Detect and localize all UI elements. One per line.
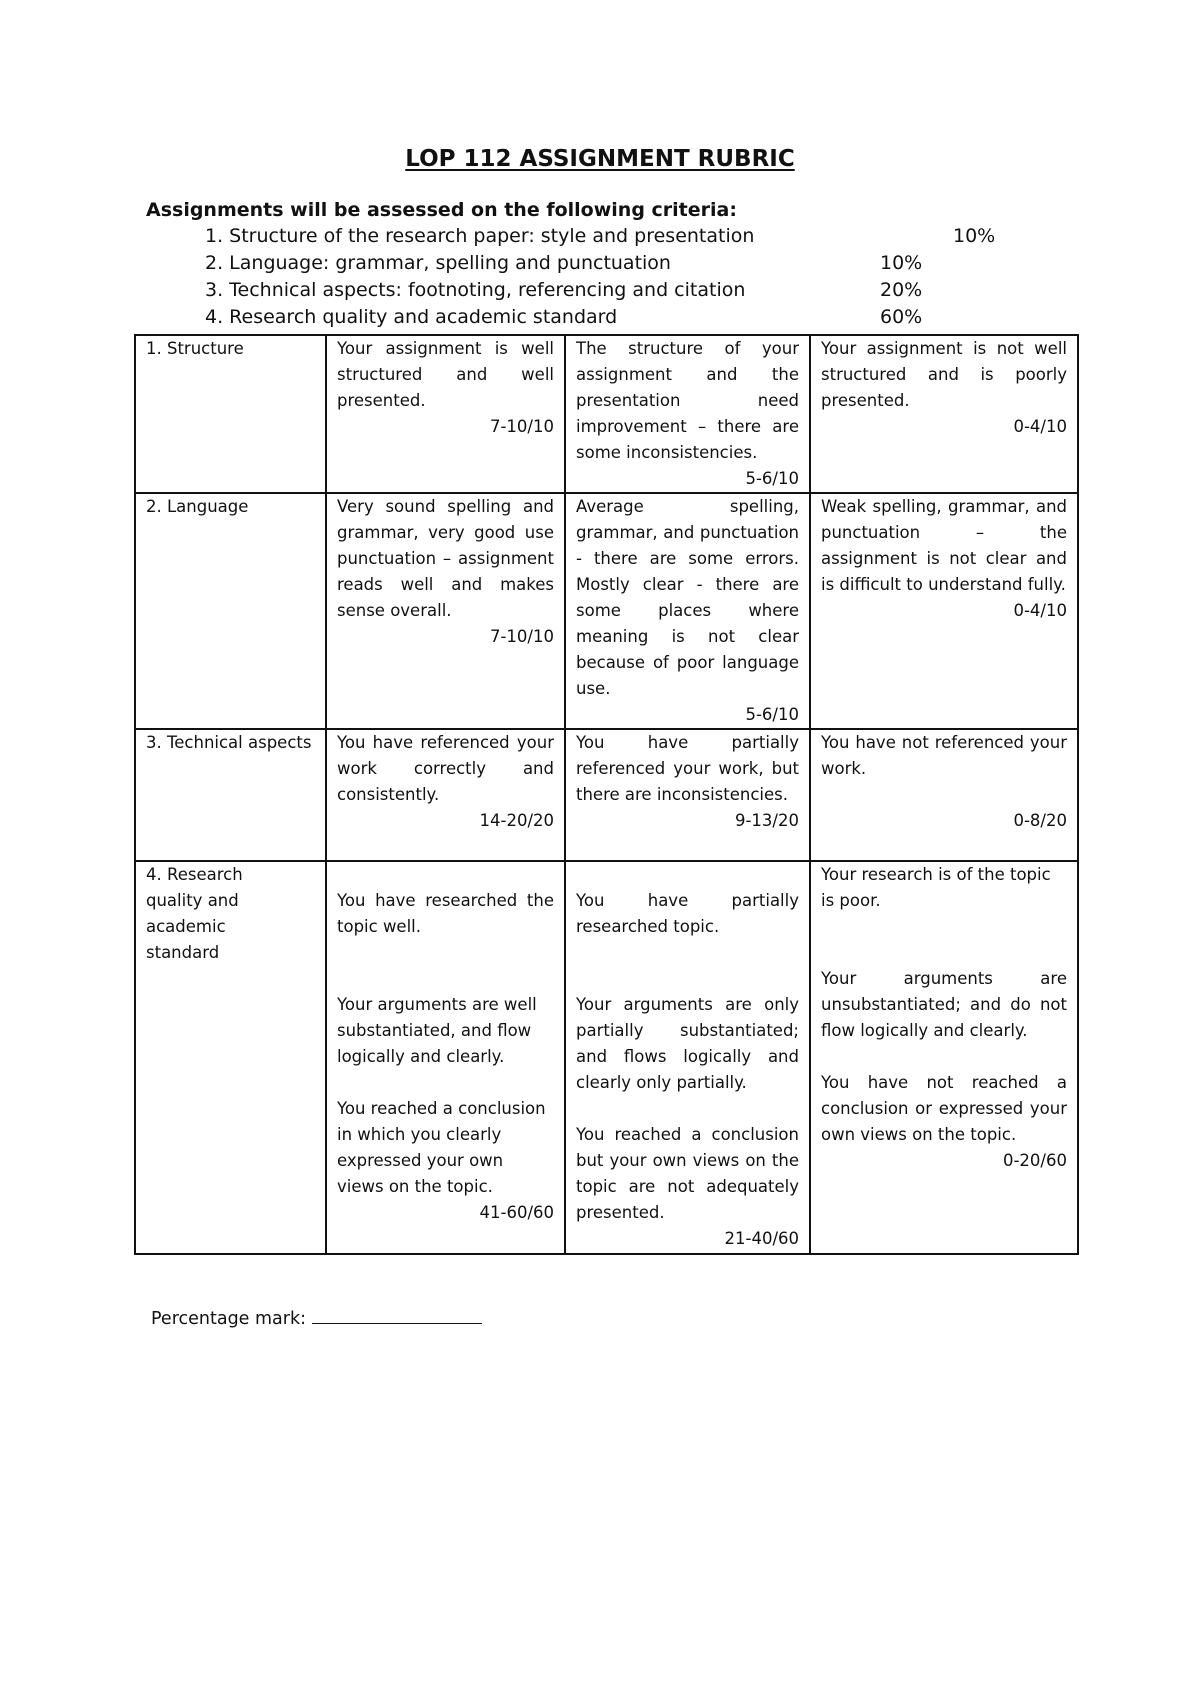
criterion-label-cell: [135, 493, 326, 729]
criterion-label-cell: [135, 861, 326, 1254]
descriptor-text: You have partially referenced your work, but there are inconsistencies.: [576, 733, 799, 804]
cell-spacer: [337, 966, 554, 992]
descriptor-topic: Your research is of the topic is poor.: [821, 865, 1051, 910]
criterion-label: 3. Technical aspects: [146, 733, 312, 752]
rubric-row-research: [135, 861, 1078, 1254]
descriptor-topic: You have partially researched topic.: [576, 891, 799, 936]
descriptor-conclusion: You reached a conclusion but your own views on the topic are not adequately presented.: [576, 1125, 799, 1222]
rubric-cell-high: [326, 729, 565, 861]
criteria-weight: 20%: [880, 279, 923, 301]
criteria-item: [0, 277, 1200, 304]
descriptor-arguments: Your arguments are unsubstantiated; and do not flow logically and clearly.: [821, 969, 1067, 1040]
cell-spacer: [821, 940, 1067, 966]
score-range: 7-10/10: [489, 627, 554, 646]
criteria-item: [0, 250, 1200, 277]
rubric-row-structure: [135, 335, 1078, 493]
descriptor-text: You have referenced your work correctly and consistently.: [337, 733, 554, 804]
criteria-list: [0, 223, 1200, 331]
descriptor-topic: You have researched the topic well.: [337, 891, 554, 936]
percentage-mark-blank[interactable]: [312, 1305, 482, 1324]
rubric-cell-low: [810, 729, 1078, 861]
cell-spacer: [576, 862, 799, 888]
cell-spacer: [821, 914, 1067, 940]
cell-spacer: [337, 862, 554, 888]
rubric-cell-high: [326, 335, 565, 493]
criteria-heading: Assignments will be assessed on the following criteria:: [146, 199, 737, 221]
rubric-cell-high: [326, 493, 565, 729]
criteria-weight: 10%: [953, 225, 996, 247]
criteria-weight: 10%: [880, 252, 923, 274]
criteria-weight: 60%: [880, 306, 923, 328]
criteria-item: [0, 304, 1200, 331]
descriptor-conclusion: You reached a conclusion in which you clearly expressed your own views on the topic.: [337, 1099, 546, 1196]
score-range: 5-6/10: [745, 705, 799, 724]
rubric-cell-mid: [565, 729, 810, 861]
score-range: 5-6/10: [745, 469, 799, 488]
criteria-text: 2. Language: grammar, spelling and punctuation: [205, 252, 671, 274]
descriptor-text: Weak spelling, grammar, and punctuation – the assignment is not clear and is difficult to understand fully.: [821, 497, 1067, 594]
criterion-label-cell: [135, 335, 326, 493]
rubric-row-technical: [135, 729, 1078, 861]
rubric-table: [134, 334, 1079, 1255]
cell-spacer: [821, 782, 1067, 808]
percentage-mark-line: [151, 1305, 482, 1332]
criteria-item: [0, 223, 1200, 250]
criteria-text: 3. Technical aspects: footnoting, referencing and citation: [205, 279, 746, 301]
criterion-label-cell: [135, 729, 326, 861]
rubric-cell-low: [810, 335, 1078, 493]
score-range: 0-20/60: [1002, 1151, 1067, 1170]
criterion-label: 2. Language: [146, 497, 249, 516]
score-range: 21-40/60: [724, 1229, 799, 1248]
descriptor-text: The structure of your assignment and the presentation need improvement – there are some inconsistencies.: [576, 339, 799, 462]
score-range: 9-13/20: [734, 811, 799, 830]
rubric-cell-high: [326, 861, 565, 1254]
page-title: LOP 112 ASSIGNMENT RUBRIC: [405, 146, 795, 172]
cell-spacer: [576, 966, 799, 992]
score-range: 0-8/20: [1013, 811, 1067, 830]
cell-spacer: [576, 1096, 799, 1122]
score-range: 7-10/10: [489, 417, 554, 436]
cell-spacer: [337, 940, 554, 966]
criterion-label: 1. Structure: [146, 339, 244, 358]
descriptor-text: Very sound spelling and grammar, very good use punctuation – assignment reads well and makes sense overall.: [337, 497, 554, 620]
descriptor-arguments: Your arguments are well substantiated, and flow logically and clearly.: [337, 995, 537, 1066]
rubric-cell-mid: [565, 335, 810, 493]
rubric-cell-low: [810, 493, 1078, 729]
descriptor-text: Your assignment is well structured and well presented.: [337, 339, 554, 410]
rubric-cell-low: [810, 861, 1078, 1254]
score-range: 41-60/60: [479, 1203, 554, 1222]
score-range: 0-4/10: [1013, 601, 1067, 620]
rubric-row-language: [135, 493, 1078, 729]
descriptor-text: Your assignment is not well structured and is poorly presented.: [821, 339, 1067, 410]
criterion-label: 4. Research quality and academic standard: [146, 865, 243, 962]
descriptor-arguments: Your arguments are only partially substantiated; and flows logically and clearly only partially.: [576, 995, 799, 1092]
rubric-cell-mid: [565, 861, 810, 1254]
cell-spacer: [576, 940, 799, 966]
criteria-text: 1. Structure of the research paper: style and presentation: [205, 225, 755, 247]
cell-spacer: [821, 1044, 1067, 1070]
score-range: 0-4/10: [1013, 417, 1067, 436]
descriptor-text: You have not referenced your work.: [821, 733, 1067, 778]
cell-spacer: [337, 1070, 554, 1096]
rubric-cell-mid: [565, 493, 810, 729]
percentage-mark-label: Percentage mark:: [151, 1309, 307, 1329]
score-range: 14-20/20: [479, 811, 554, 830]
descriptor-conclusion: You have not reached a conclusion or expressed your own views on the topic.: [821, 1073, 1067, 1144]
criteria-text: 4. Research quality and academic standard: [205, 306, 618, 328]
descriptor-text: Average spelling, grammar, and punctuation - there are some errors. Mostly clear - there are some places where meaning is not clear because of poor language use.: [576, 497, 799, 698]
